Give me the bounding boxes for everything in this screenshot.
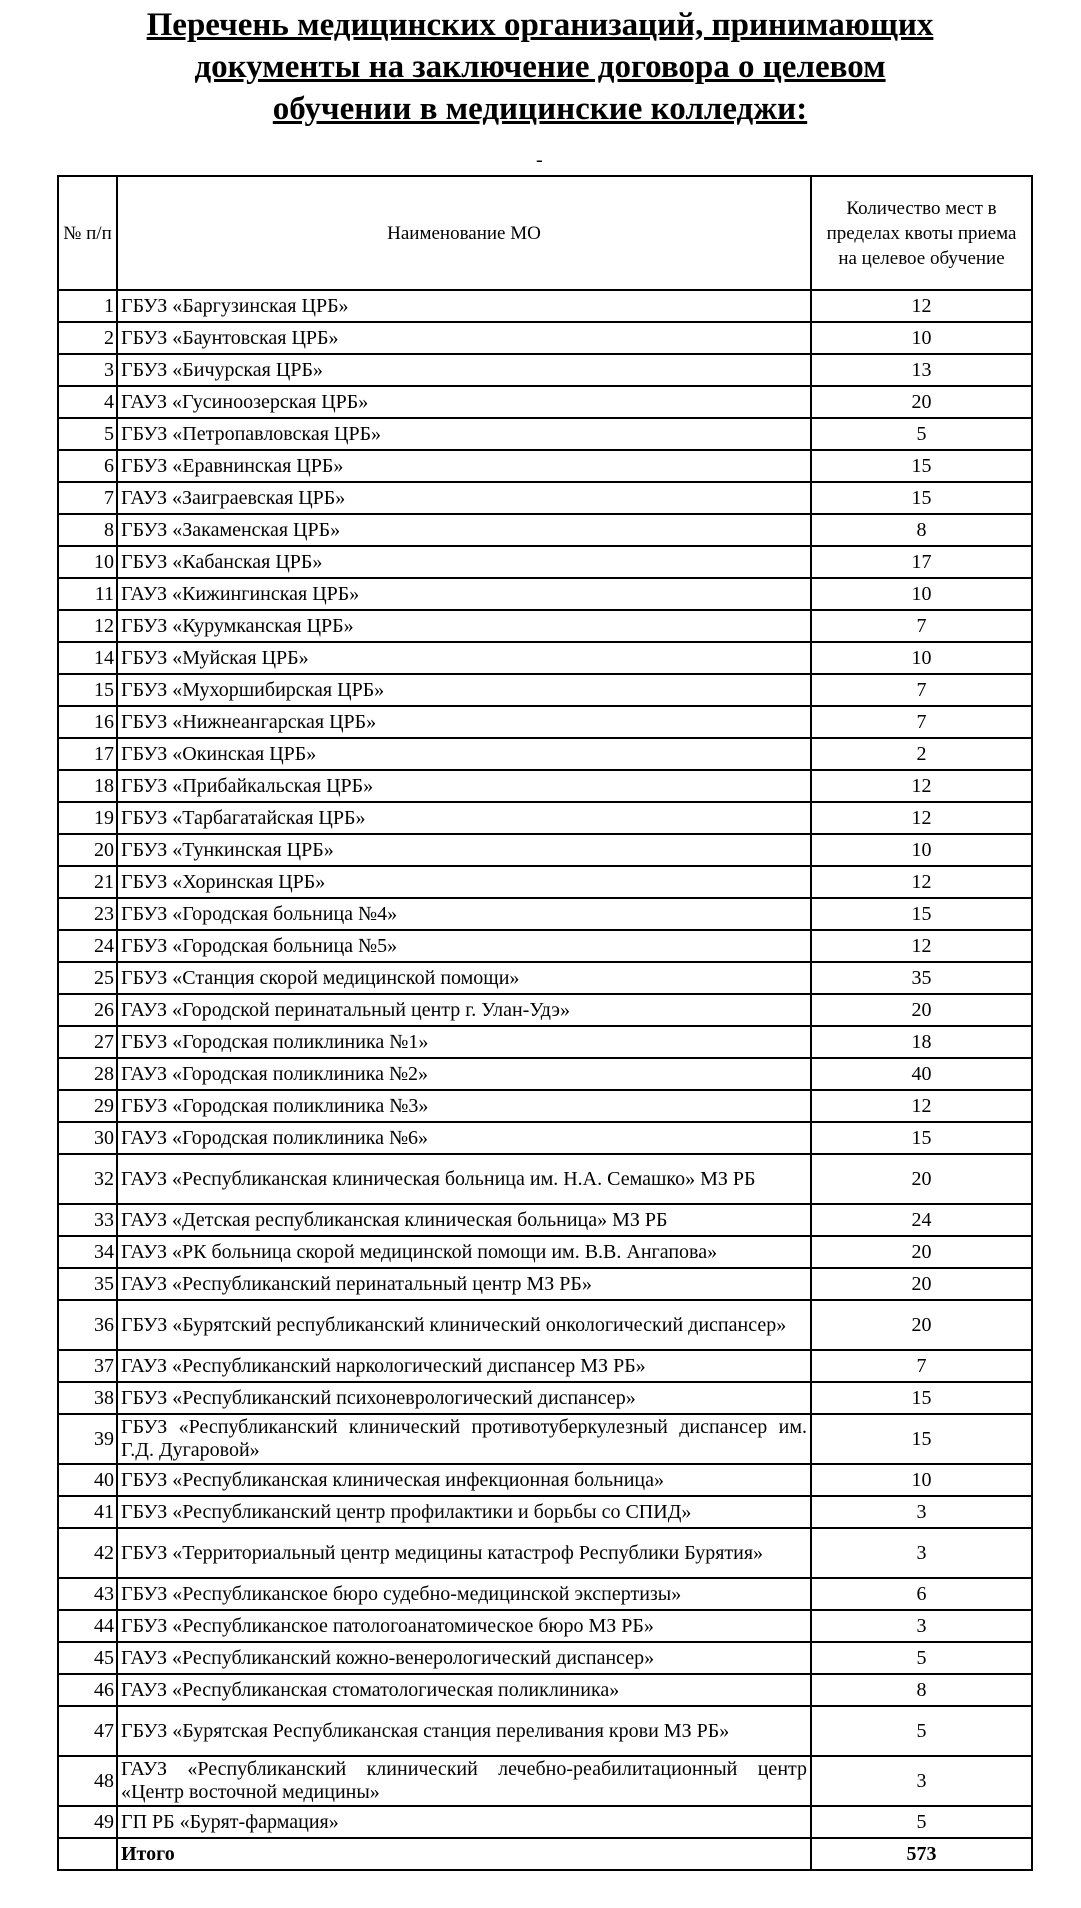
places-count: 40 [811, 1058, 1032, 1090]
row-number: 6 [58, 450, 117, 482]
places-count: 20 [811, 1154, 1032, 1204]
places-count: 10 [811, 834, 1032, 866]
row-number: 47 [58, 1706, 117, 1756]
row-number: 11 [58, 578, 117, 610]
places-count: 2 [811, 738, 1032, 770]
table-row [58, 962, 1032, 994]
places-count: 7 [811, 1350, 1032, 1382]
table-row [58, 1026, 1032, 1058]
row-number: 10 [58, 546, 117, 578]
row-number: 1 [58, 290, 117, 322]
organization-name: ГБУЗ «Прибайкальская ЦРБ» [117, 770, 811, 802]
places-count: 20 [811, 1236, 1032, 1268]
places-count: 5 [811, 1706, 1032, 1756]
row-number: 18 [58, 770, 117, 802]
organization-name: ГБУЗ «Бурятский республиканский клинический онкологический диспансер» [117, 1300, 811, 1350]
places-count: 5 [811, 418, 1032, 450]
row-number: 37 [58, 1350, 117, 1382]
organization-name: ГБУЗ «Муйская ЦРБ» [117, 642, 811, 674]
places-count: 3 [811, 1756, 1032, 1806]
table-row [58, 578, 1032, 610]
places-count: 8 [811, 1674, 1032, 1706]
table-row [58, 1642, 1032, 1674]
table-row [58, 994, 1032, 1026]
organization-name: ГБУЗ «Бурятская Республиканская станция переливания крови МЗ РБ» [117, 1706, 811, 1756]
organization-name: ГБУЗ «Еравнинская ЦРБ» [117, 450, 811, 482]
document-title [40, 4, 1040, 130]
row-number: 17 [58, 738, 117, 770]
table-row [58, 418, 1032, 450]
table-row [58, 1382, 1032, 1414]
places-count: 12 [811, 770, 1032, 802]
places-count: 12 [811, 866, 1032, 898]
organization-name: ГБУЗ «Бичурская ЦРБ» [117, 354, 811, 386]
organization-name: ГБУЗ «Городская больница №5» [117, 930, 811, 962]
table-row [58, 930, 1032, 962]
organization-name: ГБУЗ «Городская поликлиника №3» [117, 1090, 811, 1122]
organization-name: ГАУЗ «Кижингинская ЦРБ» [117, 578, 811, 610]
title-line: Перечень медицинских организаций, принимающих [146, 7, 934, 43]
row-number: 44 [58, 1610, 117, 1642]
row-number: 14 [58, 642, 117, 674]
places-count: 15 [811, 898, 1032, 930]
row-number: 39 [58, 1414, 117, 1464]
table-row [58, 610, 1032, 642]
row-number: 15 [58, 674, 117, 706]
row-number: 27 [58, 1026, 117, 1058]
organization-name: ГБУЗ «Баунтовская ЦРБ» [117, 322, 811, 354]
row-number: 30 [58, 1122, 117, 1154]
places-count: 15 [811, 482, 1032, 514]
table-row [58, 386, 1032, 418]
row-number: 16 [58, 706, 117, 738]
places-count: 17 [811, 546, 1032, 578]
separator-dash: - [536, 149, 543, 171]
row-number: 19 [58, 802, 117, 834]
total-count: 573 [811, 1838, 1032, 1870]
table-row [58, 1300, 1032, 1350]
places-count: 10 [811, 322, 1032, 354]
organization-name: ГБУЗ «Станция скорой медицинской помощи» [117, 962, 811, 994]
table-row [58, 1268, 1032, 1300]
table-row [58, 642, 1032, 674]
organization-name: ГБУЗ «Окинская ЦРБ» [117, 738, 811, 770]
places-count: 10 [811, 578, 1032, 610]
organization-name: ГБУЗ «Тарбагатайская ЦРБ» [117, 802, 811, 834]
table-row [58, 1496, 1032, 1528]
organization-name: ГАУЗ «Республиканский кожно-венерологический диспансер» [117, 1642, 811, 1674]
places-count: 20 [811, 994, 1032, 1026]
organization-name: ГАУЗ «Гусиноозерская ЦРБ» [117, 386, 811, 418]
row-number: 12 [58, 610, 117, 642]
organization-name: ГБУЗ «Республиканский клинический противотуберкулезный диспансер им. Г.Д. Дугаровой» [117, 1414, 811, 1464]
table-row [58, 1204, 1032, 1236]
row-number: 40 [58, 1464, 117, 1496]
row-number: 23 [58, 898, 117, 930]
places-count: 10 [811, 642, 1032, 674]
row-number: 48 [58, 1756, 117, 1806]
table-row [58, 1236, 1032, 1268]
title-line: документы на заключение договора о целевом [194, 49, 886, 85]
places-count: 15 [811, 1382, 1032, 1414]
table-row [58, 1122, 1032, 1154]
table-row [58, 322, 1032, 354]
row-number: 7 [58, 482, 117, 514]
organization-name: ГБУЗ «Петропавловская ЦРБ» [117, 418, 811, 450]
table-row [58, 1414, 1032, 1464]
title-line: обучении в медицинские колледжи: [272, 91, 808, 127]
organization-name: ГБУЗ «Территориальный центр медицины катастроф Республики Бурятия» [117, 1528, 811, 1578]
table-row [58, 1578, 1032, 1610]
organization-name: ГБУЗ «Тункинская ЦРБ» [117, 834, 811, 866]
table-row [58, 1090, 1032, 1122]
organizations-table [57, 175, 1033, 1871]
table-row [58, 866, 1032, 898]
organization-name: ГБУЗ «Городская поликлиника №1» [117, 1026, 811, 1058]
header-name: Наименование МО [117, 176, 811, 290]
places-count: 12 [811, 290, 1032, 322]
table-row [58, 738, 1032, 770]
places-count: 10 [811, 1464, 1032, 1496]
organization-name: ГБУЗ «Республиканский психоневрологический диспансер» [117, 1382, 811, 1414]
table-row [58, 450, 1032, 482]
row-number: 35 [58, 1268, 117, 1300]
table-row [58, 1154, 1032, 1204]
places-count: 24 [811, 1204, 1032, 1236]
places-count: 12 [811, 802, 1032, 834]
places-count: 20 [811, 386, 1032, 418]
organization-name: ГБУЗ «Кабанская ЦРБ» [117, 546, 811, 578]
organization-name: ГАУЗ «Республиканская стоматологическая поликлиника» [117, 1674, 811, 1706]
table-row [58, 706, 1032, 738]
row-number: 36 [58, 1300, 117, 1350]
row-number: 28 [58, 1058, 117, 1090]
places-count: 5 [811, 1806, 1032, 1838]
row-number: 21 [58, 866, 117, 898]
places-count: 3 [811, 1496, 1032, 1528]
organization-name: ГАУЗ «Детская республиканская клиническая больница» МЗ РБ [117, 1204, 811, 1236]
organization-name: ГАУЗ «РК больница скорой медицинской помощи им. В.В. Ангапова» [117, 1236, 811, 1268]
places-count: 12 [811, 1090, 1032, 1122]
places-count: 3 [811, 1610, 1032, 1642]
table-row [58, 834, 1032, 866]
places-count: 13 [811, 354, 1032, 386]
organization-name: ГБУЗ «Городская больница №4» [117, 898, 811, 930]
row-number: 42 [58, 1528, 117, 1578]
row-number: 45 [58, 1642, 117, 1674]
row-number: 32 [58, 1154, 117, 1204]
places-count: 7 [811, 674, 1032, 706]
places-count: 12 [811, 930, 1032, 962]
places-count: 15 [811, 1122, 1032, 1154]
organization-name: ГБУЗ «Республиканское бюро судебно-медицинской экспертизы» [117, 1578, 811, 1610]
places-count: 18 [811, 1026, 1032, 1058]
row-number: 20 [58, 834, 117, 866]
places-count: 7 [811, 706, 1032, 738]
places-count: 20 [811, 1300, 1032, 1350]
organization-name: ГАУЗ «Республиканский перинатальный центр МЗ РБ» [117, 1268, 811, 1300]
total-row [58, 1838, 1032, 1870]
table-row [58, 1610, 1032, 1642]
table-row [58, 354, 1032, 386]
organization-name: ГБУЗ «Республиканский центр профилактики и борьбы со СПИД» [117, 1496, 811, 1528]
row-number: 49 [58, 1806, 117, 1838]
table-row [58, 290, 1032, 322]
header-count: Количество мест в пределах квоты приема на целевое обучение [811, 176, 1032, 290]
table-row [58, 1706, 1032, 1756]
organization-name: ГБУЗ «Курумканская ЦРБ» [117, 610, 811, 642]
organization-name: ГБУЗ «Республиканское патологоанатомическое бюро МЗ РБ» [117, 1610, 811, 1642]
table-body [58, 290, 1032, 1870]
places-count: 20 [811, 1268, 1032, 1300]
row-number: 43 [58, 1578, 117, 1610]
row-number: 34 [58, 1236, 117, 1268]
places-count: 35 [811, 962, 1032, 994]
row-number: 2 [58, 322, 117, 354]
table-row [58, 802, 1032, 834]
places-count: 15 [811, 1414, 1032, 1464]
organization-name: ГБУЗ «Хоринская ЦРБ» [117, 866, 811, 898]
places-count: 15 [811, 450, 1032, 482]
organization-name: ГБУЗ «Баргузинская ЦРБ» [117, 290, 811, 322]
organization-name: ГБУЗ «Мухоршибирская ЦРБ» [117, 674, 811, 706]
organization-name: ГП РБ «Бурят-фармация» [117, 1806, 811, 1838]
places-count: 5 [811, 1642, 1032, 1674]
organization-name: ГАУЗ «Городская поликлиника №2» [117, 1058, 811, 1090]
table-row [58, 898, 1032, 930]
row-number: 41 [58, 1496, 117, 1528]
row-number: 24 [58, 930, 117, 962]
organization-name: ГБУЗ «Закаменская ЦРБ» [117, 514, 811, 546]
places-count: 8 [811, 514, 1032, 546]
table-row [58, 1674, 1032, 1706]
total-label: Итого [117, 1838, 811, 1870]
places-count: 7 [811, 610, 1032, 642]
organization-name: ГАУЗ «Городской перинатальный центр г. Улан-Удэ» [117, 994, 811, 1026]
row-number: 4 [58, 386, 117, 418]
table-row [58, 1756, 1032, 1806]
organization-name: ГАУЗ «Республиканский наркологический диспансер МЗ РБ» [117, 1350, 811, 1382]
row-number: 38 [58, 1382, 117, 1414]
table-row [58, 1058, 1032, 1090]
row-number: 46 [58, 1674, 117, 1706]
row-number: 29 [58, 1090, 117, 1122]
header-num: № п/п [58, 176, 117, 290]
row-number: 25 [58, 962, 117, 994]
places-count: 3 [811, 1528, 1032, 1578]
organization-name: ГБУЗ «Нижнеангарская ЦРБ» [117, 706, 811, 738]
table-row [58, 1464, 1032, 1496]
table-row [58, 674, 1032, 706]
total-num [58, 1838, 117, 1870]
organization-name: ГАУЗ «Республиканский клинический лечебно-реабилитационный центр «Центр восточной медицины» [117, 1756, 811, 1806]
table-row [58, 514, 1032, 546]
table-header-row [58, 176, 1032, 290]
organization-name: ГАУЗ «Республиканская клиническая больница им. Н.А. Семашко» МЗ РБ [117, 1154, 811, 1204]
row-number: 5 [58, 418, 117, 450]
table-row [58, 1806, 1032, 1838]
organization-name: ГАУЗ «Заиграевская ЦРБ» [117, 482, 811, 514]
table-row [58, 1350, 1032, 1382]
table-row [58, 482, 1032, 514]
row-number: 8 [58, 514, 117, 546]
organization-name: ГБУЗ «Республиканская клиническая инфекционная больница» [117, 1464, 811, 1496]
table-row [58, 1528, 1032, 1578]
table-row [58, 546, 1032, 578]
row-number: 26 [58, 994, 117, 1026]
table-row [58, 770, 1032, 802]
row-number: 3 [58, 354, 117, 386]
organization-name: ГАУЗ «Городская поликлиника №6» [117, 1122, 811, 1154]
row-number: 33 [58, 1204, 117, 1236]
places-count: 6 [811, 1578, 1032, 1610]
